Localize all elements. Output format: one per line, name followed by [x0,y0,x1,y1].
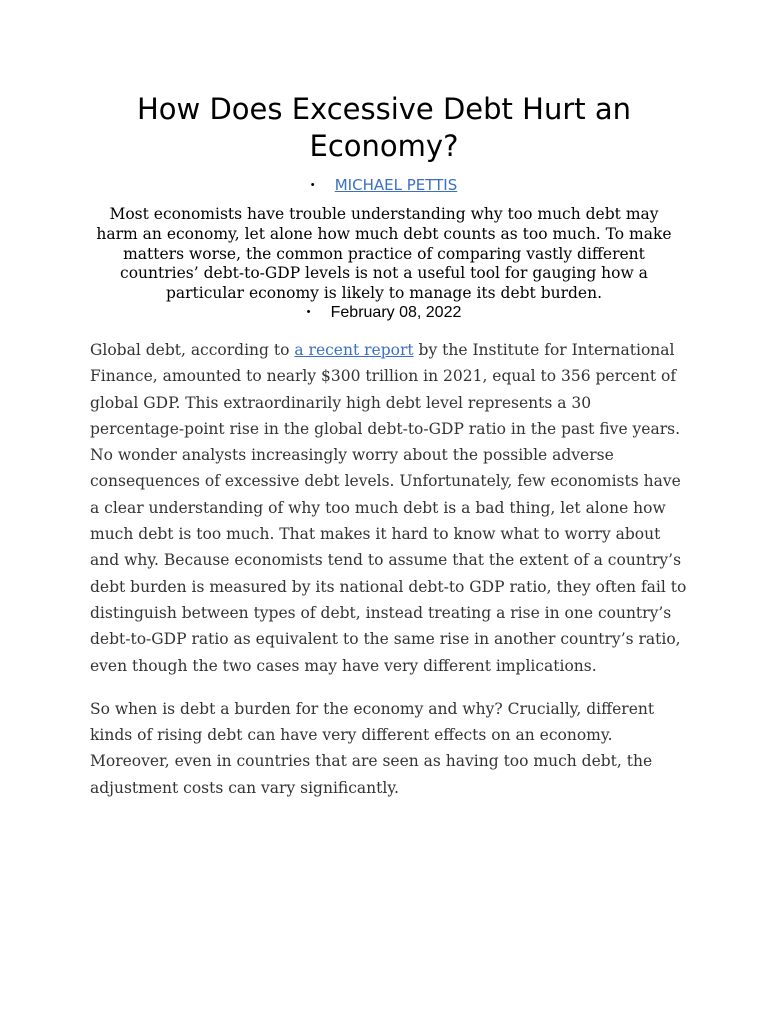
body-paragraph-2: So when is debt a burden for the economy and why? Crucially, different kinds of rising debt can have very different effects on an economy. Moreover, even in countries that are seen as having too much debt, the adjustment costs can vary significantly. [90,699,655,797]
author-link[interactable]: MICHAEL PETTIS [334,176,458,194]
article-title: How Does Excessive Debt Hurt an Economy? [136,92,631,163]
date-list-item [0,303,768,323]
body-paragraph-1 [90,337,690,679]
bullet-icon: • [306,306,311,318]
article-body [90,337,690,818]
recent-report-link[interactable]: a recent report [294,341,414,359]
author-list-item [0,175,768,196]
publish-date: February 08, 2022 [330,304,462,322]
paragraph-text: Global debt, according to [90,341,295,359]
paragraph-text: by the Institute for International Finance, amounted to nearly $300 trillion in 2021, equal to 356 percent of global GDP. This extraordinarily high debt level represents a 30 percentage-point rise in the global debt-to-GDP ratio in the past five years. No wonder analysts increasingly worry about the possible adverse consequences of excessive debt levels. Unfortunately, few economists have a clear understanding of why too much debt is a bad thing, let alone how much debt is too much. That makes it hard to know what to worry about and why. Because economists tend to assume that the extent of a country’s debt burden is measured by its national debt-to GDP ratio, they often fail to distinguish between types of debt, instead treating a rise in one country’s debt-to-GDP ratio as equivalent to the same rise in another country’s ratio, even though the two cases may have very different implications. [90,341,687,675]
bullet-icon: • [310,178,315,191]
article-summary: Most economists have trouble understanding why too much debt may harm an economy, let alone how much debt counts as too much. To make matters worse, the common practice of comparing vastly different countries’ debt-to-GDP levels is not a useful tool for gauging how a particular economy is likely to manage its debt burden. [96,205,672,303]
